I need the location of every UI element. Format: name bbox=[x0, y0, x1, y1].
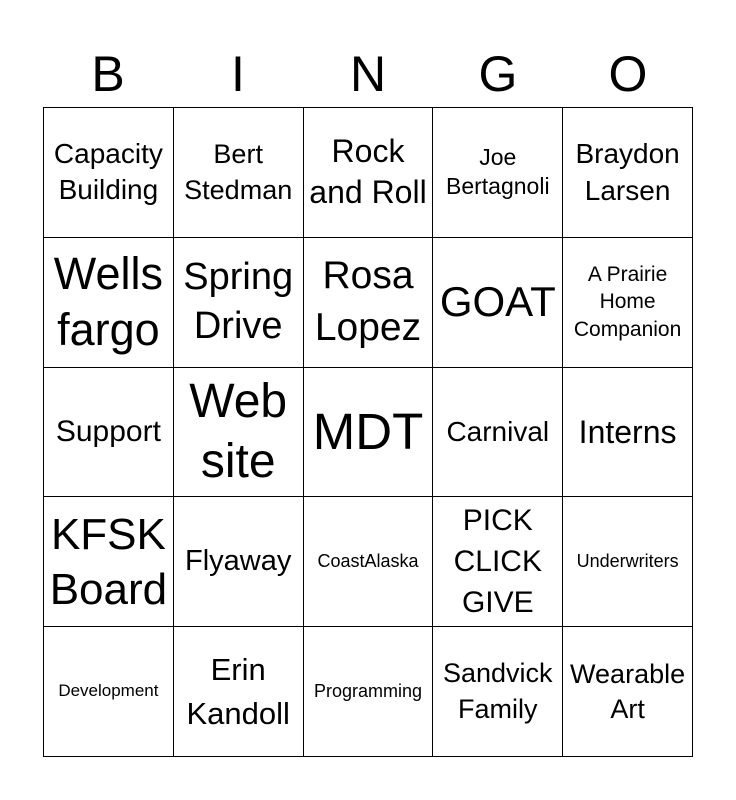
cell-label: Bert Stedman bbox=[184, 138, 293, 206]
cell-label: Sandvick Family bbox=[443, 657, 553, 724]
bingo-cell[interactable] bbox=[174, 108, 304, 238]
bingo-cell[interactable] bbox=[304, 627, 434, 757]
bingo-cell[interactable] bbox=[44, 368, 174, 498]
bingo-board bbox=[43, 107, 693, 757]
header-letter-g: G bbox=[478, 46, 518, 102]
bingo-cell[interactable] bbox=[174, 368, 304, 498]
bingo-cell[interactable] bbox=[304, 497, 434, 627]
bingo-cell[interactable] bbox=[174, 238, 304, 368]
cell-label: Rock and Roll bbox=[309, 132, 427, 211]
cell-label: Flyaway bbox=[185, 545, 292, 578]
bingo-cell[interactable] bbox=[563, 627, 693, 757]
cell-label: PICK CLICK GIVE bbox=[453, 503, 542, 620]
cell-label: KFSK Board bbox=[49, 509, 168, 614]
bingo-cell[interactable] bbox=[304, 108, 434, 238]
bingo-cell[interactable] bbox=[304, 368, 434, 498]
cell-label: Programming bbox=[313, 680, 423, 701]
bingo-cell[interactable] bbox=[433, 497, 563, 627]
header-letter-i: I bbox=[231, 46, 245, 102]
bingo-cell[interactable] bbox=[563, 108, 693, 238]
bingo-cell[interactable] bbox=[563, 238, 693, 368]
cell-label: Support bbox=[55, 414, 161, 448]
cell-label: Wells fargo bbox=[53, 247, 163, 356]
cell-label: A Prairie Home Companion bbox=[573, 262, 682, 342]
header-letter-b: B bbox=[91, 46, 125, 102]
bingo-cell[interactable] bbox=[304, 238, 434, 368]
bingo-cell[interactable] bbox=[433, 108, 563, 238]
cell-label: Erin Kandoll bbox=[186, 652, 290, 731]
cell-label: Interns bbox=[578, 413, 677, 450]
cell-label: Braydon Larsen bbox=[575, 137, 680, 207]
header-letter-o: O bbox=[608, 46, 648, 102]
bingo-cell[interactable] bbox=[44, 497, 174, 627]
cell-label: Development bbox=[58, 681, 159, 701]
cell-label: Capacity Building bbox=[53, 138, 163, 206]
bingo-cell[interactable] bbox=[44, 627, 174, 757]
bingo-cell[interactable] bbox=[563, 497, 693, 627]
bingo-cell[interactable] bbox=[44, 238, 174, 368]
bingo-cell[interactable] bbox=[433, 368, 563, 498]
cell-label: Underwriters bbox=[576, 550, 679, 571]
bingo-cell[interactable] bbox=[44, 108, 174, 238]
bingo-cell[interactable] bbox=[563, 368, 693, 498]
cell-label: Carnival bbox=[446, 416, 550, 448]
bingo-cell[interactable] bbox=[433, 238, 563, 368]
cell-label: Spring Drive bbox=[183, 255, 294, 348]
header-letter-n: N bbox=[349, 46, 387, 102]
bingo-header bbox=[43, 40, 693, 108]
cell-label: Joe Bertagnoli bbox=[446, 143, 550, 200]
cell-label: Web site bbox=[189, 374, 288, 488]
bingo-cell[interactable] bbox=[433, 627, 563, 757]
bingo-cell[interactable] bbox=[174, 497, 304, 627]
cell-label: MDT bbox=[312, 403, 424, 461]
cell-label: Wearable Art bbox=[570, 659, 686, 724]
bingo-cell[interactable] bbox=[174, 627, 304, 757]
cell-label: GOAT bbox=[439, 278, 556, 325]
cell-label: Rosa Lopez bbox=[314, 253, 422, 350]
cell-label: CoastAlaska bbox=[317, 550, 419, 571]
